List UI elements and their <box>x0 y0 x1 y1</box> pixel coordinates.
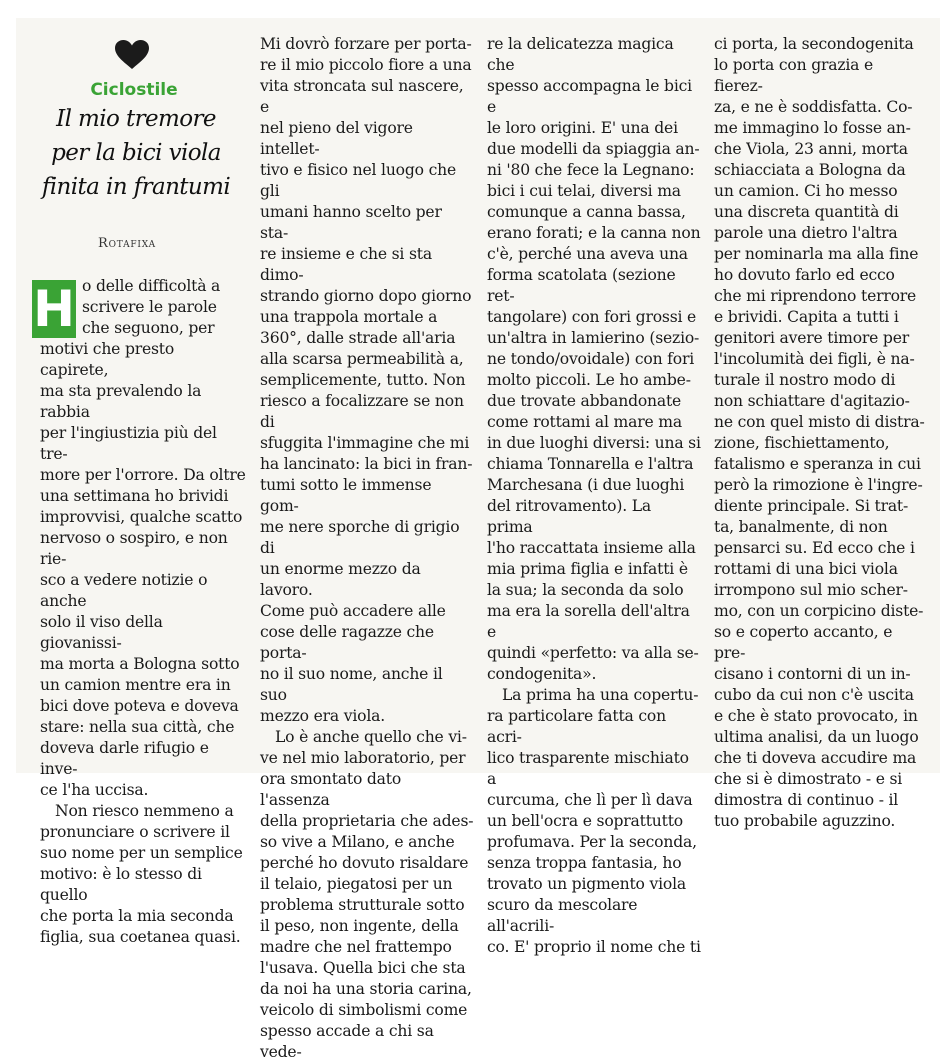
heart-icon <box>114 40 150 70</box>
text-line: molto piccoli. Le ho ambe- <box>487 371 691 389</box>
text-line: ma era la sorella dell'altra e <box>487 602 690 641</box>
text-line: ultima analisi, da un luogo <box>714 728 919 746</box>
text-line: genitori avere timore per <box>714 329 910 347</box>
text-line: La prima ha una copertu- <box>502 686 699 704</box>
text-line: un enorme mezzo da lavoro. <box>260 560 421 599</box>
text-line: veicolo di simbolismi come <box>260 1001 468 1019</box>
text-line: ho dovuto farlo ed ecco <box>714 266 895 284</box>
text-line: Mi dovrò forzare per porta- <box>260 35 472 53</box>
text-line: l'usava. Quella bici che sta <box>260 959 466 977</box>
text-line: ce l'ha uccisa. <box>40 781 149 799</box>
text-line: figlia, sua coetanea quasi. <box>40 928 241 946</box>
text-line: suo nome per un semplice <box>40 844 243 862</box>
text-line: nel pieno del vigore intellet- <box>260 119 413 158</box>
text-line: re la delicatezza magica che <box>487 35 674 74</box>
text-line: la sua; la seconda da solo <box>487 581 684 599</box>
text-line: me nere sporche di grigio di <box>260 518 460 557</box>
text-line: lo porta con grazia e fierez- <box>714 56 874 95</box>
text-line: ora smontato dato l'assenza <box>260 770 402 809</box>
text-line: del ritrovamento). La prima <box>487 497 651 536</box>
text-line: ne tondo/ovoidale) con fori <box>487 350 694 368</box>
text-line: due trovate abbandonate <box>487 392 682 410</box>
text-line: me immagino lo fosse an- <box>714 119 911 137</box>
text-line: o delle difficoltà a <box>82 277 221 295</box>
headline-line: per la bici viola <box>51 140 221 166</box>
text-line: da noi ha una storia carina, <box>260 980 472 998</box>
text-line: le loro origini. E' una dei <box>487 119 678 137</box>
text-line: che si è dimostrato - e si <box>714 770 903 788</box>
headline <box>40 102 232 204</box>
text-line: condogenita». <box>487 665 597 683</box>
text-line: dimostra di continuo - il <box>714 791 899 809</box>
text-line: re insieme e che si sta dimo- <box>260 245 432 284</box>
text-line: stare: nella sua città, che <box>40 718 235 736</box>
text-line: problema strutturale sotto <box>260 896 465 914</box>
text-line: l'incolumità dei figli, è na- <box>714 350 915 368</box>
section-label: Ciclostile <box>90 80 178 100</box>
text-line: so e coperto accanto, e pre- <box>714 623 893 662</box>
text-line: che porta la mia seconda <box>40 907 234 925</box>
drop-cap: H <box>33 280 75 338</box>
text-line: e che è stato provocato, in <box>714 707 918 725</box>
text-line: una discreta quantità di <box>714 203 899 221</box>
text-line: bici dove poteva e doveva <box>40 697 239 715</box>
text-line: curcuma, che lì per lì dava <box>487 791 693 809</box>
text-line: ne con quel misto di distra- <box>714 413 925 431</box>
text-line: erano forati; e la canna non <box>487 224 701 242</box>
text-line: tumi sotto le immense gom- <box>260 476 432 515</box>
text-line: che mi riprendono terrore <box>714 287 917 305</box>
text-line: alla scarsa permeabilità a, <box>260 350 464 368</box>
text-line: solo il viso della giovanissi- <box>40 613 163 652</box>
text-line: per l'ingiustizia più del tre- <box>40 424 217 463</box>
text-line: quindi «perfetto: va alla se- <box>487 644 699 662</box>
text-line: Lo è anche quello che vi- <box>275 728 467 746</box>
text-line: pronunciare o scrivere il <box>40 823 230 841</box>
text-line: umani hanno scelto per sta- <box>260 203 442 242</box>
text-line: parole una dietro l'altra <box>714 224 898 242</box>
text-line: forma scatolata (sezione ret- <box>487 266 676 305</box>
text-line: more per l'orrore. Da oltre <box>40 466 246 484</box>
text-line: due modelli da spiaggia an- <box>487 140 700 158</box>
text-line: ci porta, la secondogenita <box>714 35 914 53</box>
text-line: cose delle ragazze che porta- <box>260 623 434 662</box>
text-line: per nominarla ma alla fine <box>714 245 919 263</box>
text-column-1 <box>33 276 246 948</box>
text-line: che Viola, 23 anni, morta <box>714 140 908 158</box>
text-line: Marchesana (i due luoghi <box>487 476 685 494</box>
headline-line: Il mio tremore <box>56 106 216 132</box>
text-line: Non riesco nemmeno a <box>55 802 234 820</box>
text-line: 360°, dalle strade all'aria <box>260 329 456 347</box>
text-line: in due luoghi diversi: una si <box>487 434 701 452</box>
text-line: nervoso o sospiro, e non rie- <box>40 529 228 568</box>
text-line: motivo: è lo stesso di quello <box>40 865 202 904</box>
text-line: ni '80 che fece la Legnano: <box>487 161 695 179</box>
text-line: Come può accadere alle <box>260 602 446 620</box>
text-line: ma sta prevalendo la rabbia <box>40 382 202 421</box>
text-line: co. E' proprio il nome che ti <box>487 938 701 956</box>
text-line: zione, fischiettamento, <box>714 434 890 452</box>
text-line: senza troppa fantasia, ho <box>487 854 682 872</box>
text-line: ra particolare fatta con acri- <box>487 707 666 746</box>
text-line: tuo probabile aguzzino. <box>714 812 896 830</box>
text-line: un bell'ocra e soprattutto <box>487 812 683 830</box>
text-line: ve nel mio laboratorio, per <box>260 749 466 767</box>
text-line: ta, banalmente, di non <box>714 518 888 536</box>
text-line: comunque a canna bassa, <box>487 203 686 221</box>
text-line: tangolare) con fori grossi e <box>487 308 697 326</box>
text-line: riesco a focalizzare se non di <box>260 392 464 431</box>
byline: Rotafixa <box>98 236 156 251</box>
text-line: ma morta a Bologna sotto <box>40 655 240 673</box>
text-line: sco a vedere notizie o anche <box>40 571 208 610</box>
text-line: scuro da mescolare all'acrili- <box>487 896 638 935</box>
text-line: una trappola mortale a <box>260 308 438 326</box>
text-line: madre che nel frattempo <box>260 938 452 956</box>
text-line: za, e ne è soddisfatta. Co- <box>714 98 913 116</box>
text-line: c'è, perché una aveva una <box>487 245 688 263</box>
text-line: che ti doveva accudire ma <box>714 749 917 767</box>
text-line: un camion mentre era in <box>40 676 231 694</box>
text-line: e brividi. Capita a tutti i <box>714 308 899 326</box>
headline-line: finita in frantumi <box>41 174 231 200</box>
text-line: della proprietaria che ades- <box>260 812 474 830</box>
text-line: che seguono, per <box>82 319 215 337</box>
text-line: trovato un pigmento viola <box>487 875 686 893</box>
text-line: mia prima figlia e infatti è <box>487 560 688 578</box>
text-line: strando giorno dopo giorno <box>260 287 472 305</box>
text-line: cisano i contorni di un in- <box>714 665 911 683</box>
text-line: no il suo nome, anche il suo <box>260 665 443 704</box>
text-line: chiama Tonnarella e l'altra <box>487 455 694 473</box>
text-line: scrivere le parole <box>82 298 217 316</box>
text-line: pensarci su. Ed ecco che i <box>714 539 915 557</box>
text-line: l'ho raccattata insieme alla <box>487 539 696 557</box>
text-line: il telaio, piegatosi per un <box>260 875 453 893</box>
text-line: improvvisi, qualche scatto <box>40 508 243 526</box>
text-line: fatalismo e speranza in cui <box>714 455 921 473</box>
text-line: vita stroncata sul nascere, e <box>260 77 464 116</box>
text-line: il peso, non ingente, della <box>260 917 459 935</box>
text-line: semplicemente, tutto. Non <box>260 371 466 389</box>
text-column-2 <box>260 34 474 1063</box>
text-line: re il mio piccolo fiore a una <box>260 56 472 74</box>
text-column-3 <box>487 34 701 958</box>
text-line: lico trasparente mischiato a <box>487 749 689 788</box>
text-line: spesso accade a chi sa vede- <box>260 1022 434 1061</box>
text-line: però la rimozione è l'ingre- <box>714 476 923 494</box>
text-line: mezzo era viola. <box>260 707 385 725</box>
text-line: tivo e fisico nel luogo che gli <box>260 161 456 200</box>
text-line: schiacciata a Bologna da <box>714 161 906 179</box>
text-line: mo, con un corpicino diste- <box>714 602 924 620</box>
text-line: motivi che presto capirete, <box>40 340 175 379</box>
text-line: sfuggita l'immagine che mi <box>260 434 470 452</box>
text-line: so vive a Milano, e anche <box>260 833 455 851</box>
text-line: perché ho dovuto risaldare <box>260 854 469 872</box>
text-column-4 <box>714 34 926 832</box>
newspaper-article <box>16 18 940 1061</box>
text-line: non schiattare d'agitazio- <box>714 392 910 410</box>
text-line: un camion. Ci ho messo <box>714 182 898 200</box>
text-line: una settimana ho brividi <box>40 487 229 505</box>
text-line: cubo da cui non c'è uscita <box>714 686 914 704</box>
text-line: irrompono sul mio scher- <box>714 581 908 599</box>
text-line: un'altra in lamierino (sezio- <box>487 329 700 347</box>
text-line: doveva darle rifugio e inve- <box>40 739 209 778</box>
text-line: come rottami al mare ma <box>487 413 682 431</box>
text-line: rottami di una bici viola <box>714 560 898 578</box>
text-line: bici i cui telai, diversi ma <box>487 182 681 200</box>
text-line: spesso accompagna le bici e <box>487 77 692 116</box>
text-line: ha lancinato: la bici in fran- <box>260 455 473 473</box>
text-line: profumava. Per la seconda, <box>487 833 697 851</box>
text-line: turale il nostro modo di <box>714 371 896 389</box>
text-line: diente principale. Si trat- <box>714 497 909 515</box>
